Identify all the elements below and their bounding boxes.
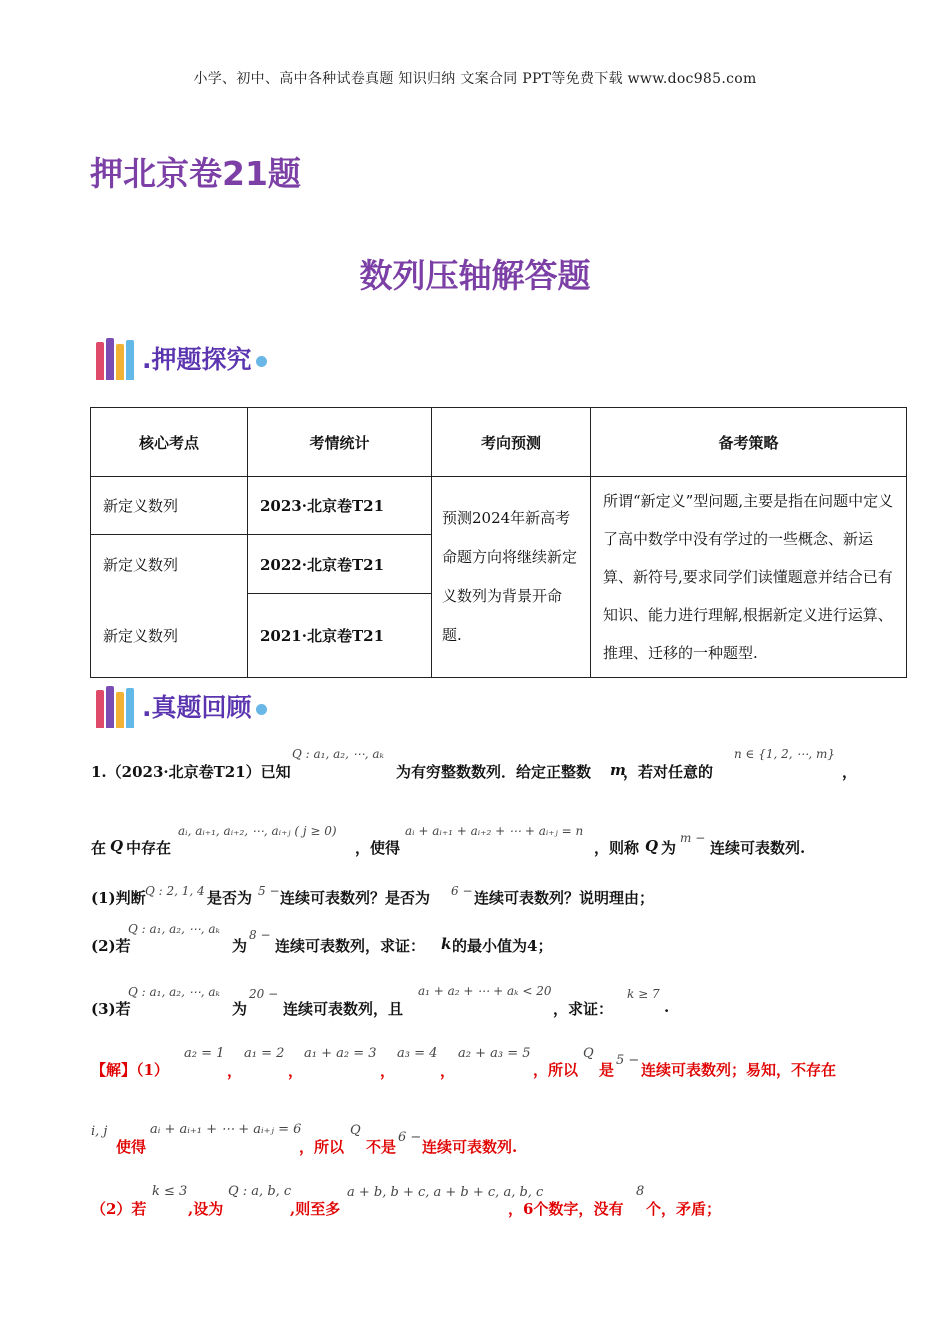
math-expression: Q	[350, 1123, 361, 1138]
problem-text: 为	[661, 839, 677, 857]
subquestion-text: (1)判断	[91, 889, 146, 907]
math-variable: Q	[645, 837, 659, 855]
problem-text: 1.（2023·北京卷T21）已知	[91, 763, 291, 781]
table-header: 考情统计	[248, 408, 432, 477]
table-cell: 新定义数列	[91, 535, 248, 594]
math-expression: 6 −	[451, 884, 473, 898]
table-cell: 2021·北京卷T21	[248, 594, 432, 678]
solution-text: 是	[599, 1061, 615, 1079]
math-expression: a₁ + a₂ = 3	[304, 1046, 377, 1061]
subquestion-text: 连续可表数列，求证：	[275, 937, 426, 955]
solution-text: ，	[380, 1062, 396, 1080]
section-heading-exploration	[96, 336, 267, 380]
math-expression: a₂ = 1	[184, 1046, 225, 1061]
subquestion-text: 为	[232, 1000, 248, 1018]
math-expression: Q : a₁, a₂, ⋯, aₖ	[128, 922, 220, 936]
solution-text: 个，矛盾；	[646, 1200, 722, 1218]
problem-text: ，	[842, 763, 858, 781]
problem-text: 连续可表数列.	[710, 839, 806, 857]
page-title: 押北京卷21题	[90, 154, 301, 193]
math-expression: 20 −	[249, 987, 279, 1001]
problem-text: 中存在	[126, 839, 172, 857]
math-expression: k ≥ 7	[627, 987, 660, 1001]
exam-table	[90, 407, 907, 678]
table-header: 核心考点	[91, 408, 248, 477]
problem-text: 为有穷整数数列．给定正整数	[396, 763, 592, 781]
math-expression: aᵢ, aᵢ₊₁, aᵢ₊₂, ⋯, aᵢ₊ⱼ ( j ≥ 0)	[178, 824, 337, 838]
math-expression: Q : a₁, a₂, ⋯, aₖ	[292, 747, 384, 761]
subquestion-text: .	[664, 998, 670, 1016]
solution-text: ，所以	[533, 1061, 579, 1079]
solution-text: ，6个数字，没有	[508, 1200, 624, 1218]
section-title: .押题探究	[142, 345, 252, 374]
books-icon	[96, 336, 136, 380]
math-expression: m −	[680, 831, 706, 845]
solution-text: 连续可表数列；易知，不存在	[641, 1061, 837, 1079]
subquestion-text: 连续可表数列，且	[283, 1000, 404, 1018]
subquestion-text: 为	[232, 937, 248, 955]
solution-text: 使得	[116, 1138, 147, 1156]
math-variable: k	[441, 935, 452, 953]
subquestion-text: (3)若	[91, 1000, 131, 1018]
table-header: 考向预测	[432, 408, 591, 477]
dot-icon	[256, 356, 267, 367]
math-variable: m	[610, 761, 626, 779]
table-header-row	[91, 408, 907, 477]
solution-text: 连续可表数列.	[422, 1138, 518, 1156]
math-expression: a + b, b + c, a + b + c, a, b, c	[347, 1185, 544, 1200]
solution-text: ,设为	[188, 1200, 224, 1218]
table-cell: 新定义数列	[91, 477, 248, 535]
math-expression: a₁ + a₂ + ⋯ + aₖ < 20	[418, 984, 552, 998]
section-heading-review	[96, 684, 267, 728]
section-title: .真题回顾	[142, 693, 252, 722]
page-subtitle: 数列压轴解答题	[359, 256, 591, 295]
table-cell: 2023·北京卷T21	[248, 477, 432, 535]
math-expression: 5 −	[258, 884, 280, 898]
table-header: 备考策略	[591, 408, 907, 477]
solution-text: ，	[288, 1062, 304, 1080]
subquestion-text: 连续可表数列？是否为	[280, 889, 431, 907]
math-variable: Q	[110, 837, 124, 855]
solution-label: 【解】（1）	[91, 1061, 169, 1079]
problem-text: ，使得	[355, 839, 401, 857]
math-expression: 8 −	[249, 928, 271, 942]
table-cell: 新定义数列	[91, 594, 248, 678]
math-expression: aᵢ + aᵢ₊₁ + aᵢ₊₂ + ⋯ + aᵢ₊ⱼ = n	[405, 824, 584, 838]
subquestion-text: 连续可表数列？说明理由；	[474, 889, 655, 907]
solution-text: ，所以	[299, 1138, 345, 1156]
math-expression: a₂ + a₃ = 5	[458, 1046, 531, 1061]
math-expression: a₁ = 2	[244, 1046, 285, 1061]
solution-text: ，	[440, 1062, 456, 1080]
subquestion-text: ，求证：	[553, 1000, 614, 1018]
math-expression: Q : 2, 1, 4	[145, 884, 205, 898]
books-icon	[96, 684, 136, 728]
forecast-cell: 预测2024年新高考命题方向将继续新定义数列为背景开命题.	[432, 477, 591, 678]
math-expression: i, j	[91, 1124, 108, 1139]
math-expression: 5 −	[616, 1053, 640, 1068]
strategy-cell: 所谓“新定义”型问题,主要是指在问题中定义了高中数学中没有学过的一些概念、新运算、新符号,要求同学们读懂题意并结合已有知识、能力进行理解,根据新定义进行运算、推理、迁移的一种题型.	[591, 477, 907, 678]
dot-icon	[256, 704, 267, 715]
math-expression: aᵢ + aᵢ₊₁ + ⋯ + aᵢ₊ⱼ = 6	[150, 1122, 302, 1137]
problem-text: 在	[91, 839, 107, 857]
subquestion-text: (2)若	[91, 937, 131, 955]
subquestion-text: 的最小值为4；	[452, 937, 553, 955]
solution-text: 不是	[366, 1138, 397, 1156]
math-expression: Q : a, b, c	[228, 1184, 292, 1199]
header-line: 小学、初中、高中各种试卷真题 知识归纳 文案合同 PPT等免费下载 www.doc985.com	[193, 71, 757, 87]
table-row	[91, 477, 907, 535]
problem-text: ，若对任意的	[623, 763, 714, 781]
math-expression: 8	[636, 1184, 645, 1199]
solution-text: ,则至多	[290, 1200, 341, 1218]
problem-text: ，则称	[594, 839, 640, 857]
math-expression: n ∈ {1, 2, ⋯, m}	[734, 747, 836, 761]
math-expression: a₃ = 4	[397, 1046, 438, 1061]
math-expression: Q	[583, 1046, 594, 1061]
subquestion-text: 是否为	[207, 889, 253, 907]
table-cell: 2022·北京卷T21	[248, 535, 432, 594]
math-expression: Q : a₁, a₂, ⋯, aₖ	[128, 985, 220, 999]
solution-text: ，	[227, 1062, 243, 1080]
math-expression: 6 −	[398, 1130, 422, 1145]
math-expression: k ≤ 3	[152, 1184, 188, 1199]
solution-text: （2）若	[91, 1200, 147, 1218]
